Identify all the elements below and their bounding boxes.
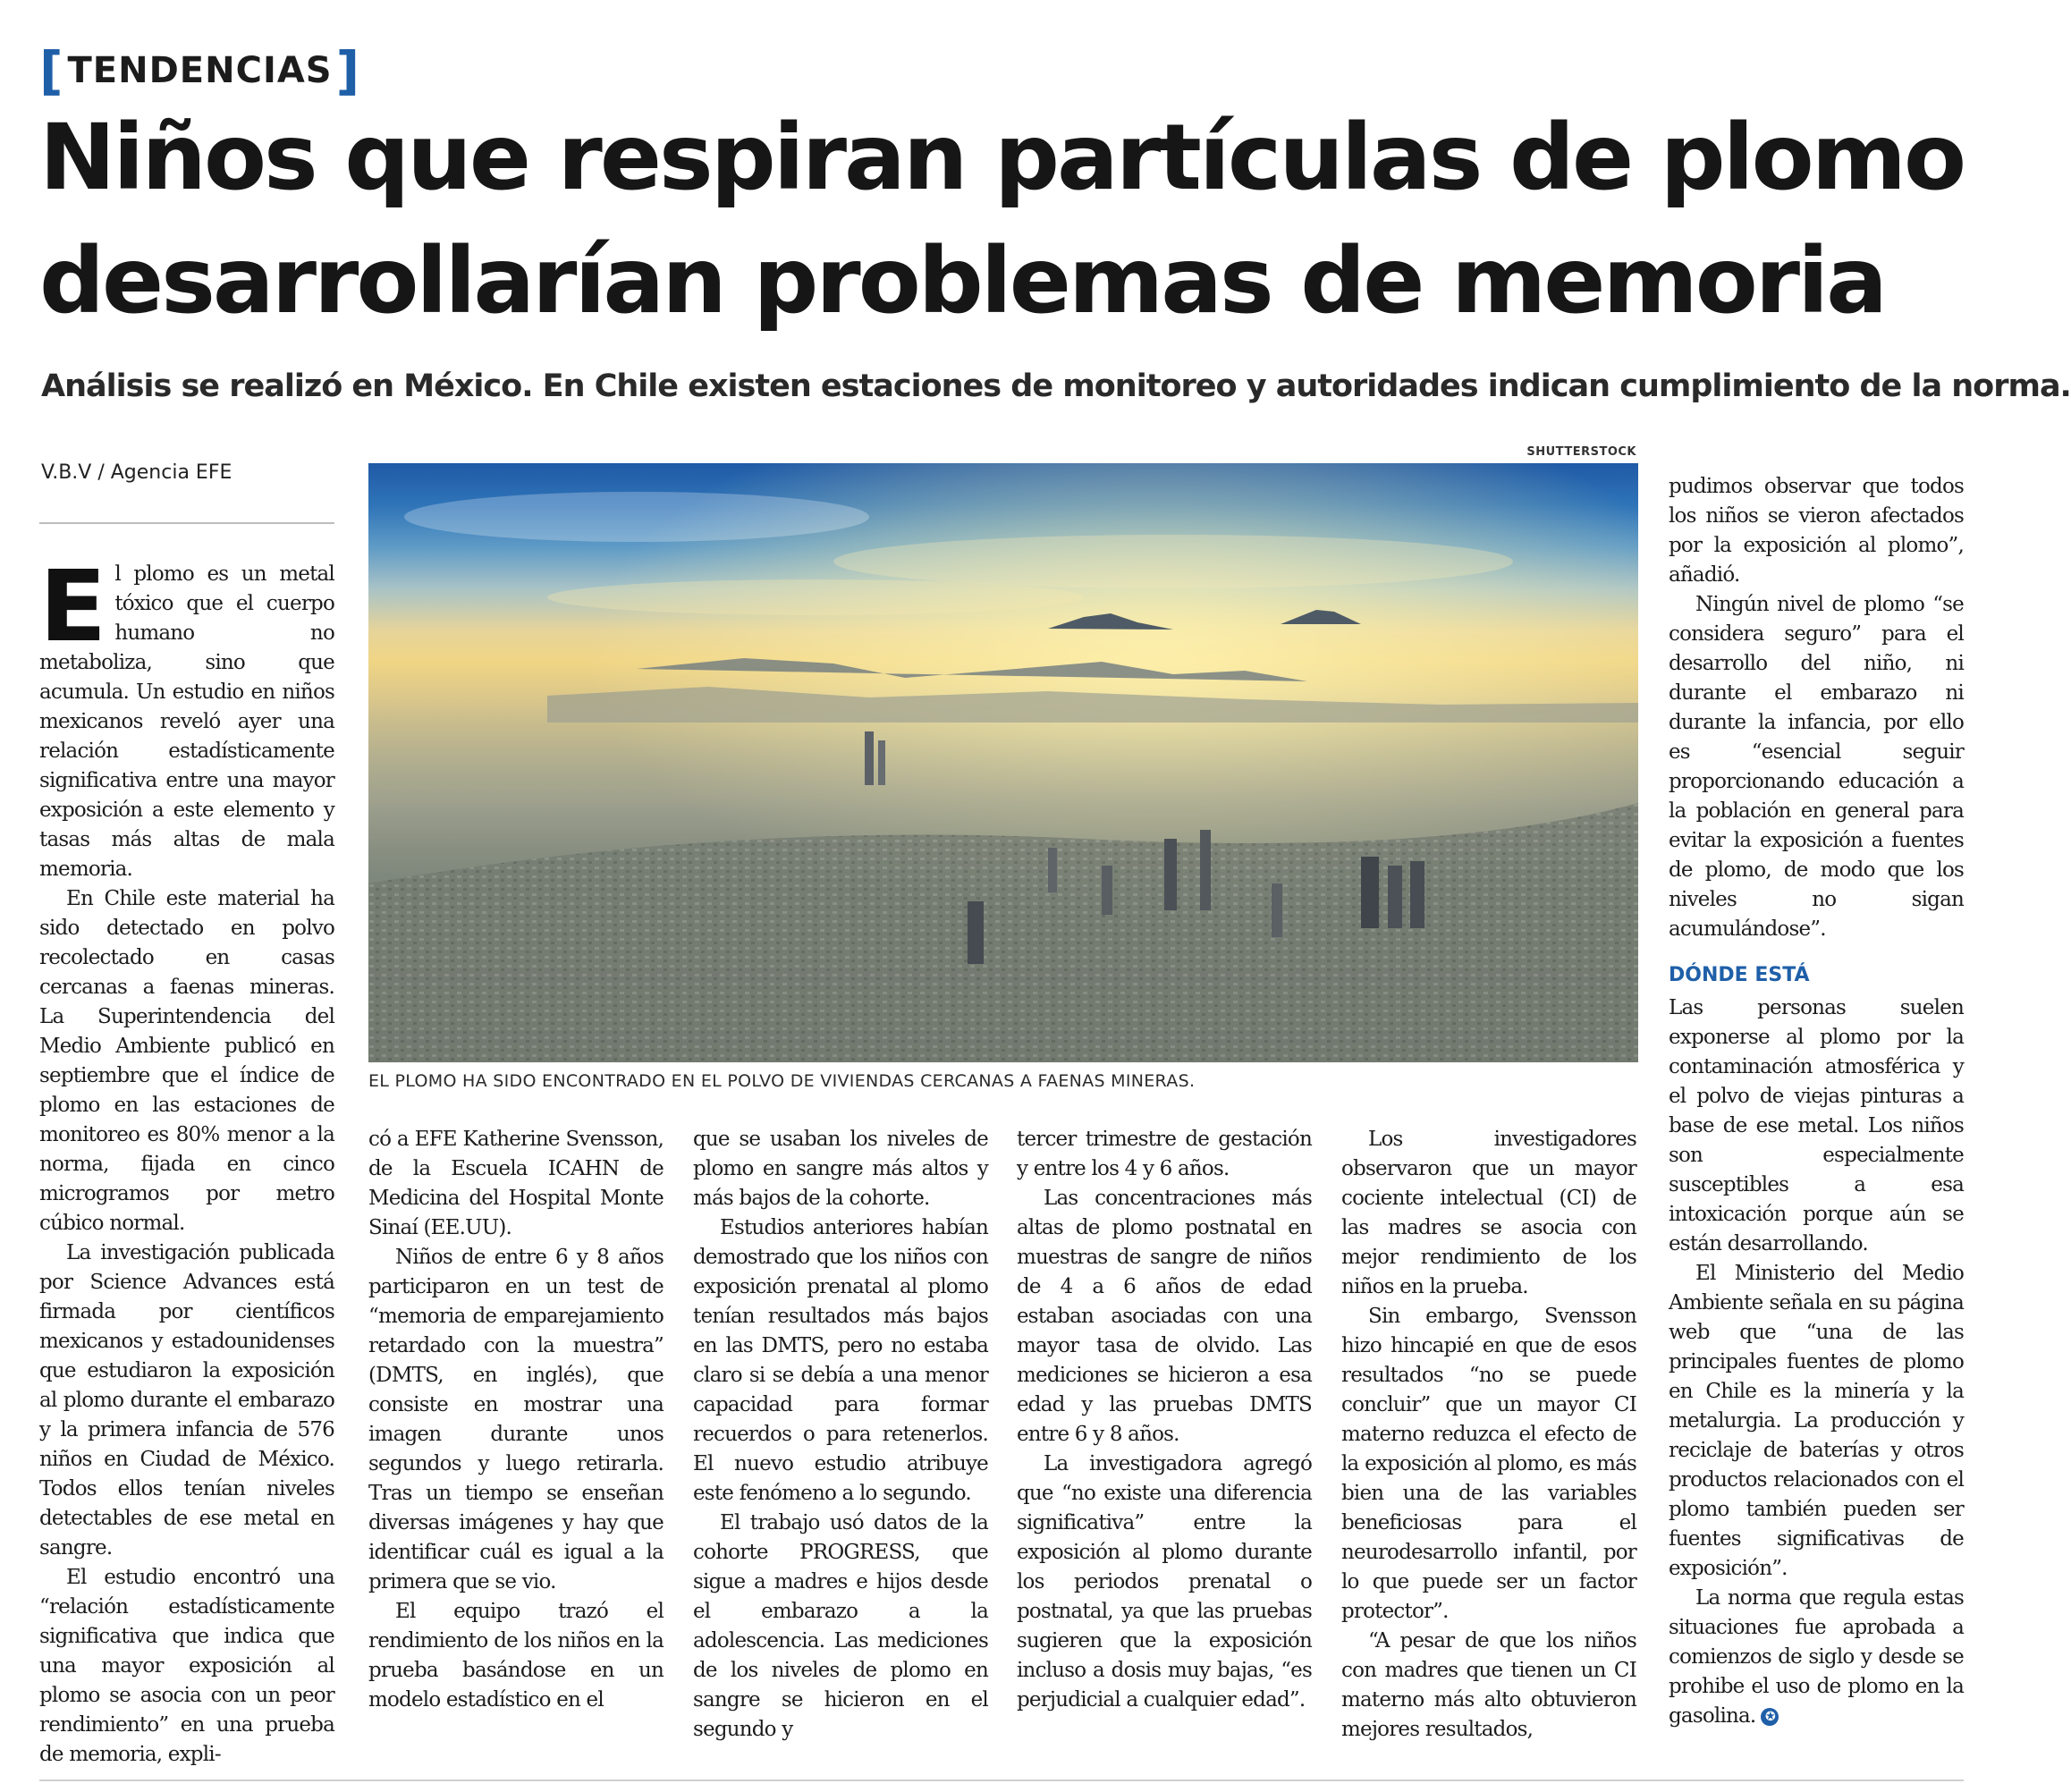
end-of-article-icon: ✪ [1761, 1708, 1779, 1726]
paragraph: pudimos observar que todos los niños se vieron afectados por la exposición al plomo”, añadió. [1669, 475, 1964, 587]
paragraph: Los investigadores observaron que un mayor cociente intelectual (CI) de las madres se asocia con mejor rendimiento de los niños en la prueba. [1341, 1128, 1636, 1298]
article-column-2 [368, 1125, 664, 1751]
paragraph: En Chile este material ha sido detectado en polvo recolectado en casas cercanas a faenas mineras. La Superintendencia del Medio Ambiente publicó en septiembre que el índice de plomo en las estaciones de monitoreo es 80% menor a la norma, fijada en cinco microgramos por metro cúbico normal. [39, 887, 334, 1235]
paragraph: El equipo trazó el rendimiento de los niños en la prueba basándose en un modelo estadístico en el [368, 1600, 664, 1712]
paragraph: El estudio encontró una “relación estadísticamente significativa que indica que una mayor exposición al plomo se asocia con un peor rendimiento” en una prueba de memoria, expli- [39, 1566, 334, 1766]
paragraph: La investigadora agregó que “no existe una diferencia significativa” entre la exposición al plomo durante los periodos prenatal o postnatal, ya que las pruebas sugieren que la exposición incluso a dosis muy bajas, “es perjudicial a cualquier edad”. [1017, 1452, 1312, 1712]
paragraph: Niños de entre 6 y 8 años participaron en un test de “memoria de emparejamiento retardado con la muestra” (DMTS, en inglés), que consiste en mostrar una imagen durante unos segundos y luego retirarla. Tras un tiempo se enseñan diversas imágenes y hay que identificar cuál es igual a la primera que se vio. [368, 1246, 664, 1593]
crosshead: DÓNDE ESTÁ [1669, 964, 1810, 986]
paragraph: Sin embargo, Svensson hizo hincapié en que de esos resultados “no se puede concluir” que un mayor CI materno reduzca el efecto de la exposición al plomo, es más bien una de las variables beneficiosas para el neurodesarrollo infantil, por lo que puede ser un factor protector”. [1341, 1305, 1636, 1623]
lead-paragraph [39, 549, 334, 884]
bottom-divider [39, 1779, 1964, 1781]
paragraph: Las personas suelen exponerse al plomo por la contaminación atmosférica y el polvo de viejas pinturas a base de ese metal. Los niños son especialmente susceptibles a esa intoxicación porque aún se están desarrollando. [1669, 996, 1964, 1255]
section-tag [39, 40, 361, 101]
closing-paragraph [1669, 1584, 1964, 1731]
photo-illustration [368, 463, 1638, 1062]
paragraph: Ningún nivel de plomo “se considera seguro” para el desarrollo del niño, ni durante el embarazo ni durante la infancia, por ello es “esencial seguir proporcionando educación a la población en general para evitar la exposición a fuentes de plomo, de modo que los niveles no sigan acumulándose”. [1669, 593, 1964, 941]
paragraph: que se usaban los niveles de plomo en sangre más altos y más bajos de la cohorte. [693, 1128, 988, 1210]
paragraph: El Ministerio del Medio Ambiente señala en su página web que “una de las principales fuentes de plomo en Chile es la minería y la metalurgia. La producción y reciclaje de baterías y otros productos relacionados con el plomo también pueden ser fuentes significativas de exposición”. [1669, 1262, 1964, 1580]
section-label: TENDENCIAS [67, 50, 333, 91]
article-column-1 [39, 549, 334, 1766]
paragraph: tercer trimestre de gestación y entre los 4 y 6 años. [1017, 1128, 1312, 1180]
bracket-open: [ [39, 40, 64, 101]
bracket-close: ] [335, 40, 361, 101]
article-column-4 [1017, 1125, 1312, 1751]
article-column-6 [1669, 472, 1964, 1760]
subtitle: Análisis se realizó en México. En Chile existen estaciones de monitoreo y autoridades indican cumplimiento de la norma. [41, 368, 2071, 404]
photo-caption: EL PLOMO HA SIDO ENCONTRADO EN EL POLVO DE VIVIENDAS CERCANAS A FAENAS MINERAS. [368, 1071, 1196, 1091]
paragraph: La investigación publicada por Science Advances está firmada por científicos mexicanos y estadounidenses que estudiaron la exposición al plomo durante el embarazo y la primera infancia de 576 niños en Ciudad de México. Todos ellos tenían niveles detectables de ese metal en sangre. [39, 1241, 334, 1560]
paragraph: Las concentraciones más altas de plomo postnatal en muestras de sangre de niños de 4 a 6 años de edad estaban asociadas con una mayor tasa de olvido. Las mediciones se hicieron a esa edad y las pruebas DMTS entre 6 y 8 años. [1017, 1187, 1312, 1446]
article-column-3 [693, 1125, 988, 1751]
article-column-5 [1341, 1125, 1636, 1751]
paragraph: Estudios anteriores habían demostrado que los niños con exposición prenatal al plomo tenían resultados más bajos en las DMTS, pero no estaba claro si se debía a una menor capacidad para formar recuerdos o para retenerlos. El nuevo estudio atribuye este fenómeno a lo segundo. [693, 1216, 988, 1505]
paragraph: có a EFE Katherine Svensson, de la Escuela ICAHN de Medicina del Hospital Monte Sinaí (EE.UU). [368, 1128, 664, 1239]
drop-cap: E [39, 549, 106, 664]
paragraph: “A pesar de que los niños con madres que tienen un CI materno más alto obtuvieron mejores resultados, [1341, 1629, 1636, 1741]
byline: V.B.V / Agencia EFE [41, 461, 232, 484]
closing-text: La norma que regula estas situaciones fue aprobada a comienzos de siglo y desde se prohibe el uso de plomo en la gasolina. [1669, 1586, 1964, 1728]
city-smog-photo [368, 463, 1638, 1062]
headline: Niños que respiran partículas de plomo desarrollarían problemas de memoria [39, 105, 1965, 334]
photo-credit: SHUTTERSTOCK [1526, 445, 1636, 459]
paragraph: El trabajo usó datos de la cohorte PROGRESS, que sigue a madres e hijos desde el embarazo a la adolescencia. Las mediciones de los niveles de plomo en sangre se hicieron en el segundo y [693, 1511, 988, 1741]
byline-divider [39, 522, 334, 524]
lead-text: l plomo es un metal tóxico que el cuerpo humano no metaboliza, sino que acumula. Un estudio en niños mexicanos reveló ayer una relación estadísticamente significativa entre una mayor exposición a este elemento y tasas más altas de mala memoria. [39, 562, 334, 881]
